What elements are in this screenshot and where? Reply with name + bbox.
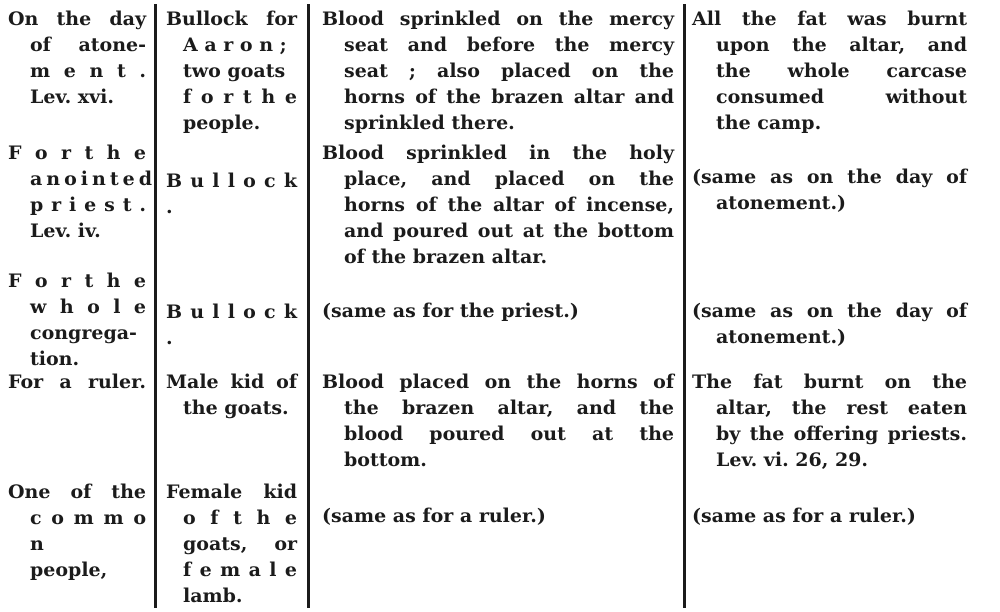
text-line: m e n t . — [30, 60, 146, 82]
text-line: o f t h e — [183, 507, 297, 529]
text-line: Bullock for — [166, 8, 297, 30]
text-line: place, and placed on the — [344, 168, 674, 190]
text-line: All the fat was burnt — [692, 8, 967, 30]
text-line: people, — [30, 559, 108, 581]
text-line: lamb. — [183, 585, 243, 607]
text-line: One of the — [8, 481, 146, 503]
text-line: The fat burnt on the — [692, 371, 967, 393]
column-occasion — [0, 0, 155, 612]
text-line: sprinkled there. — [344, 112, 515, 134]
text-line: F o r t h e — [8, 142, 146, 164]
text-line: For a ruler. — [8, 371, 146, 393]
cell-blood-r1 — [322, 6, 674, 136]
text-line: On the day — [8, 8, 146, 30]
text-line: the brazen altar, and the — [344, 397, 674, 419]
cell-occasion-day-of-atonement — [8, 6, 146, 110]
text-line: of atone- — [30, 34, 146, 56]
text-line: blood poured out at the — [344, 423, 674, 445]
text-line: c o m m o n — [30, 507, 146, 555]
text-line: (same as on the day of — [692, 300, 967, 322]
text-line: f o r t h e — [183, 86, 297, 108]
column-victim — [158, 0, 308, 612]
text-line: the whole carcase — [716, 60, 967, 82]
text-line: B u l l o c k . — [166, 301, 297, 349]
cell-fat-r1 — [692, 6, 967, 136]
text-line: upon the altar, and — [716, 34, 967, 56]
text-line: people. — [183, 112, 261, 134]
text-line: (same as for the priest.) — [322, 300, 579, 322]
text-line: horns of the brazen altar and — [344, 86, 674, 108]
text-line: F o r t h e — [8, 270, 146, 292]
text-line: (same as for a ruler.) — [692, 505, 916, 527]
text-line: A a r o n ; — [183, 34, 287, 56]
cell-fat-r4 — [692, 369, 967, 473]
text-line: Lev. iv. — [30, 220, 101, 242]
cell-fat-r5 — [692, 503, 967, 529]
text-line: congrega- — [30, 322, 137, 344]
text-line: seat and before the mercy — [344, 34, 674, 56]
cell-occasion-ruler — [8, 369, 146, 395]
text-line: (same as on the day of — [692, 166, 967, 188]
text-line: Blood sprinkled on the mercy — [322, 8, 674, 30]
cell-blood-r2 — [322, 140, 674, 270]
text-line: of the brazen altar. — [344, 246, 548, 268]
text-line: the goats. — [183, 397, 289, 419]
text-line: bottom. — [344, 449, 427, 471]
cell-victim-r3 — [166, 299, 297, 351]
text-line: and poured out at the bottom — [344, 220, 674, 242]
text-line: (same as for a ruler.) — [322, 505, 546, 527]
text-line: consumed without — [716, 86, 967, 108]
text-line: f e m a l e — [183, 559, 297, 581]
text-line: Blood placed on the horns of — [322, 371, 674, 393]
text-line: p r i e s t . — [30, 194, 146, 216]
text-line: by the offering priests. — [716, 423, 967, 445]
text-line: Lev. vi. 26, 29. — [716, 449, 869, 471]
text-line: Male kid of — [166, 371, 297, 393]
cell-blood-r5 — [322, 503, 674, 529]
text-line: tion. — [30, 348, 80, 370]
cell-occasion-common-people — [8, 479, 146, 583]
text-line: B u l l o c k . — [166, 170, 297, 218]
cell-occasion-anointed-priest — [8, 140, 156, 244]
cell-victim-r4 — [166, 369, 297, 421]
text-line: atonement.) — [716, 192, 847, 214]
text-line: atonement.) — [716, 326, 847, 348]
cell-blood-r4 — [322, 369, 674, 473]
text-line: goats, or — [183, 533, 297, 555]
cell-occasion-whole-congregation — [8, 268, 146, 372]
cell-fat-r2 — [692, 164, 967, 216]
text-line: seat ; also placed on the — [344, 60, 674, 82]
text-line: Lev. xvi. — [30, 86, 115, 108]
cell-fat-r3 — [692, 298, 967, 350]
cell-victim-r2 — [166, 168, 297, 220]
column-fat-and-carcase — [686, 0, 1000, 612]
cell-victim-r5 — [166, 479, 297, 609]
column-blood-rites — [311, 0, 683, 612]
text-line: Blood sprinkled in the holy — [322, 142, 674, 164]
cell-victim-r1 — [166, 6, 297, 136]
text-line: anointed — [30, 168, 156, 190]
text-line: Female kid — [166, 481, 297, 503]
text-line: two goats — [183, 60, 286, 82]
text-line: the camp. — [716, 112, 822, 134]
text-line: horns of the altar of incense, — [344, 194, 674, 216]
cell-blood-r3 — [322, 298, 674, 324]
text-line: altar, the rest eaten — [716, 397, 967, 419]
text-line: w h o l e — [30, 296, 146, 318]
